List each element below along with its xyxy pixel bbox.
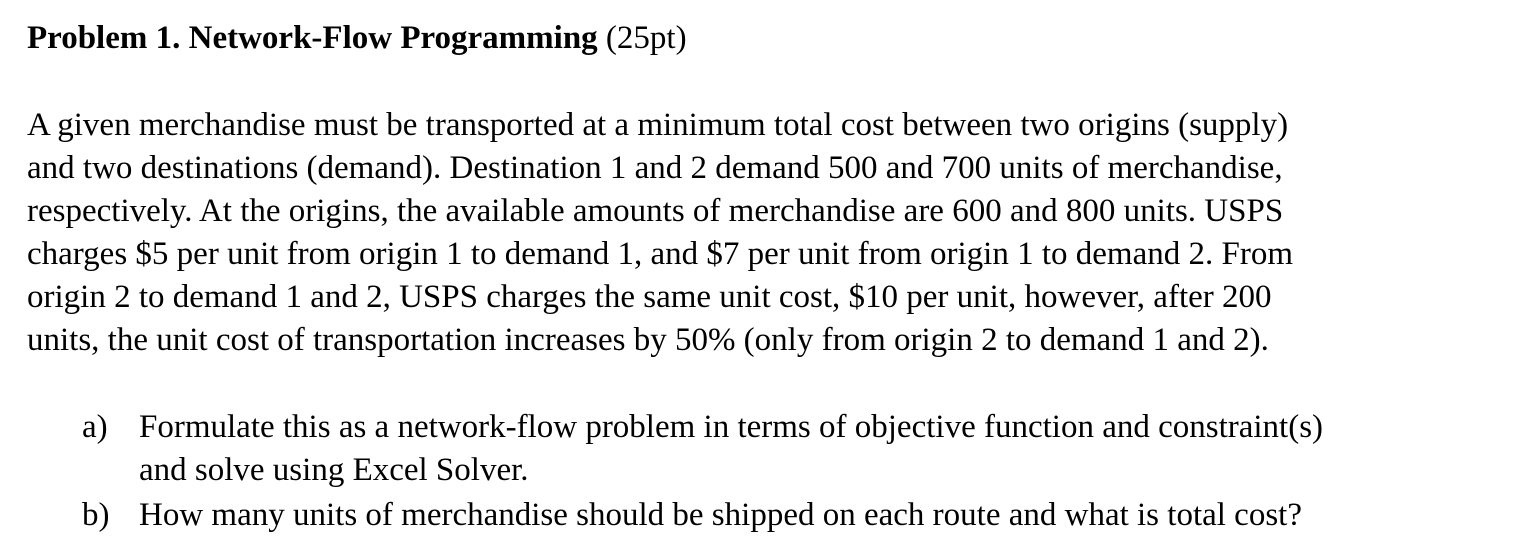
question-line: How many units of merchandise should be shipped on each route and what is total cost? bbox=[139, 497, 1302, 533]
question-line: Formulate this as a network-flow problem in terms of objective function and constraint(s) bbox=[139, 409, 1324, 445]
paragraph-line: units, the unit cost of transportation increases by 50% (only from origin 2 to demand 1 and 2). bbox=[27, 322, 1269, 358]
paragraph-line: charges $5 per unit from origin 1 to demand 1, and $7 per unit from origin 1 to demand 2. From bbox=[27, 236, 1293, 272]
paragraph-line: origin 2 to demand 1 and 2, USPS charges the same unit cost, $10 per unit, however, after 200 bbox=[27, 279, 1272, 315]
problem-title: Problem 1. Network-Flow Programming bbox=[27, 20, 598, 56]
problem-points: (25pt) bbox=[605, 20, 687, 56]
question-marker: b) bbox=[82, 497, 110, 533]
problem-heading bbox=[27, 17, 687, 59]
paragraph-line: A given merchandise must be transported at a minimum total cost between two origins (supply) bbox=[27, 107, 1289, 143]
question-line: and solve using Excel Solver. bbox=[139, 452, 529, 488]
paragraph-line: and two destinations (demand). Destination 1 and 2 demand 500 and 700 units of merchandise, bbox=[27, 150, 1283, 186]
paragraph-line: respectively. At the origins, the available amounts of merchandise are 600 and 800 units. USPS bbox=[27, 193, 1284, 229]
question-marker: a) bbox=[82, 409, 108, 445]
